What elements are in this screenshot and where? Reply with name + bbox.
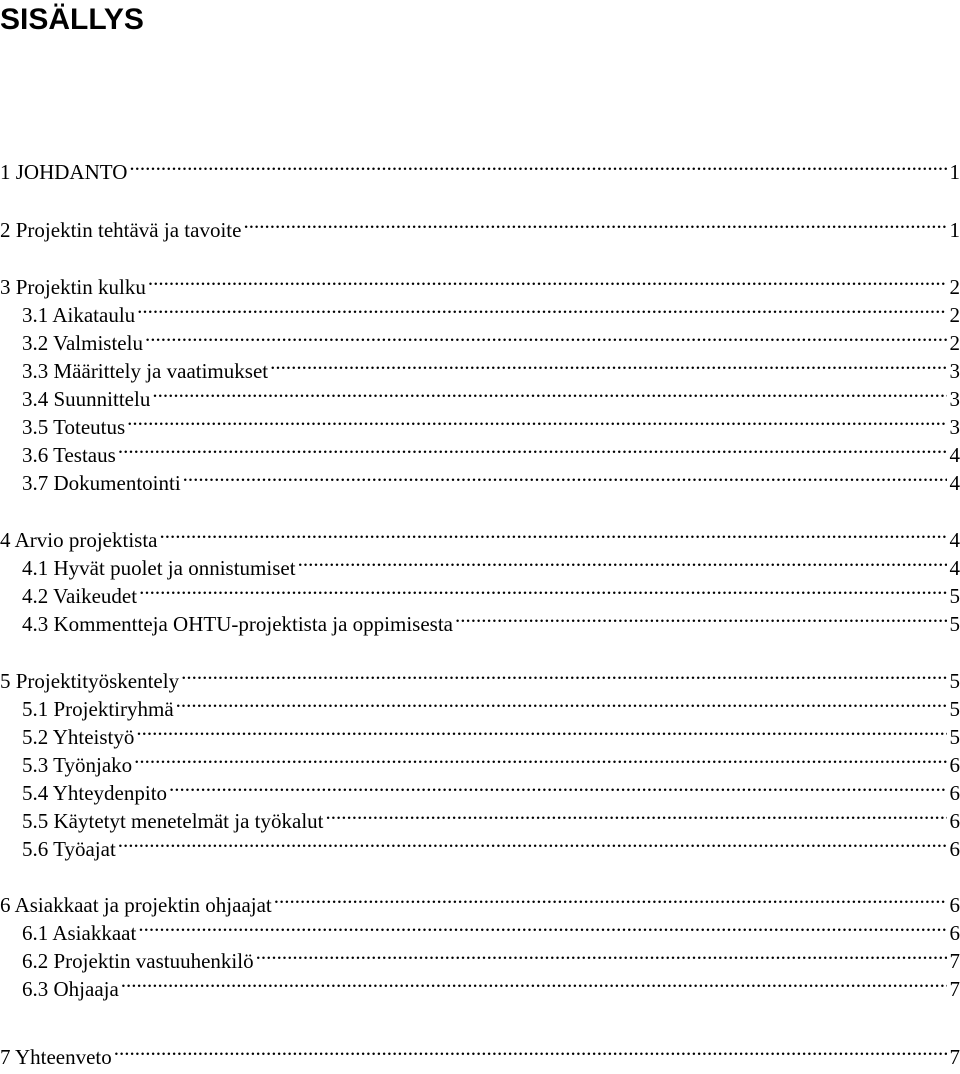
toc-entry-page: 7 xyxy=(949,977,960,1001)
toc-entry-page: 4 xyxy=(949,528,960,552)
dot-leader xyxy=(148,266,947,294)
toc-entry-page: 3 xyxy=(949,359,960,383)
toc-entry-page: 2 xyxy=(949,303,960,327)
toc-entry-label: 4.1 Hyvät puolet ja onnistumiset xyxy=(22,556,296,580)
toc-entry-3[interactable] xyxy=(0,266,960,299)
toc-entry-5-3[interactable] xyxy=(0,744,960,777)
dot-leader xyxy=(121,968,947,996)
toc-entry-label: 3.1 Aikataulu xyxy=(22,303,136,327)
toc-entry-5-2[interactable] xyxy=(0,716,960,749)
dot-leader xyxy=(118,434,947,462)
toc-entry-page: 5 xyxy=(949,584,960,608)
toc-entry-label: 6.3 Ohjaaja xyxy=(22,977,119,1001)
toc-entry-label: 7 Yhteenveto xyxy=(0,1045,112,1069)
toc-entry-5-4[interactable] xyxy=(0,772,960,805)
toc-entry-6-3[interactable] xyxy=(0,968,960,1001)
dot-leader xyxy=(114,1036,947,1064)
toc-entry-page: 1 xyxy=(949,218,960,242)
toc-entry-2[interactable] xyxy=(0,209,960,242)
dot-leader xyxy=(138,912,947,940)
toc-entry-page: 5 xyxy=(949,697,960,721)
toc-entry-label: 4.2 Vaikeudet xyxy=(22,584,138,608)
toc-entry-3-7[interactable] xyxy=(0,462,960,495)
toc-entry-label: 3.4 Suunnittelu xyxy=(22,387,151,411)
toc-entry-label: 5.6 Työajat xyxy=(22,837,116,861)
dot-leader xyxy=(270,350,947,378)
dot-leader xyxy=(145,322,947,350)
dot-leader xyxy=(152,378,947,406)
toc-entry-label: 6 Asiakkaat ja projektin ohjaajat xyxy=(0,893,272,917)
toc-entry-3-3[interactable] xyxy=(0,350,960,383)
dot-leader xyxy=(298,547,947,575)
toc-entry-label: 3.6 Testaus xyxy=(22,443,116,467)
toc-entry-label: 3.2 Valmistelu xyxy=(22,331,143,355)
dot-leader xyxy=(274,884,947,912)
toc-entry-label: 4.3 Kommentteja OHTU-projektista ja oppimisesta xyxy=(22,612,453,636)
toc-entry-page: 6 xyxy=(949,781,960,805)
toc-entry-page: 4 xyxy=(949,443,960,467)
toc-entry-label: 3.5 Toteutus xyxy=(22,415,126,439)
toc-entry-page: 3 xyxy=(949,415,960,439)
toc-entry-page: 5 xyxy=(949,725,960,749)
toc-entry-3-1[interactable] xyxy=(0,294,960,327)
toc-entry-3-5[interactable] xyxy=(0,406,960,439)
toc-entry-label: 6.1 Asiakkaat xyxy=(22,921,137,945)
toc-entry-4-2[interactable] xyxy=(0,575,960,608)
page-title: SISÄLLYS xyxy=(0,3,144,36)
toc-entry-4[interactable] xyxy=(0,519,960,552)
toc-entry-label: 1 JOHDANTO xyxy=(0,160,128,184)
toc-entry-label: 3.7 Dokumentointi xyxy=(22,471,181,495)
toc-entry-page: 5 xyxy=(949,612,960,636)
dot-leader xyxy=(137,294,947,322)
toc-entry-5-6[interactable] xyxy=(0,828,960,861)
dot-leader xyxy=(455,603,947,631)
dot-leader xyxy=(243,209,947,237)
toc-entry-page: 2 xyxy=(949,275,960,299)
toc-entry-label: 4 Arvio projektista xyxy=(0,528,158,552)
toc-entry-page: 5 xyxy=(949,669,960,693)
toc-entry-label: 5 Projektityöskentely xyxy=(0,669,180,693)
toc-entry-page: 6 xyxy=(949,893,960,917)
toc-entry-5-1[interactable] xyxy=(0,688,960,721)
toc-entry-label: 5.2 Yhteistyö xyxy=(22,725,135,749)
toc-entry-label: 5.3 Työnjako xyxy=(22,753,133,777)
toc-entry-page: 6 xyxy=(949,809,960,833)
toc-entry-label: 5.4 Yhteydenpito xyxy=(22,781,168,805)
toc-entry-page: 4 xyxy=(949,471,960,495)
dot-leader xyxy=(183,462,947,490)
toc-entry-6-1[interactable] xyxy=(0,912,960,945)
dot-leader xyxy=(139,575,947,603)
toc-entry-1[interactable] xyxy=(0,151,960,184)
toc-entry-5-5[interactable] xyxy=(0,800,960,833)
toc-entry-label: 5.1 Projektiryhmä xyxy=(22,697,174,721)
dot-leader xyxy=(176,688,947,716)
toc-entry-5[interactable] xyxy=(0,660,960,693)
dot-leader xyxy=(181,660,947,688)
dot-leader xyxy=(129,151,947,179)
dot-leader xyxy=(256,940,947,968)
toc-entry-page: 7 xyxy=(949,1045,960,1069)
toc-entry-3-4[interactable] xyxy=(0,378,960,411)
toc-entry-label: 3.3 Määrittely ja vaatimukset xyxy=(22,359,269,383)
toc-entry-page: 7 xyxy=(949,949,960,973)
toc-entry-6[interactable] xyxy=(0,884,960,917)
toc-entry-7[interactable] xyxy=(0,1036,960,1069)
toc-entry-page: 3 xyxy=(949,387,960,411)
toc-entry-3-6[interactable] xyxy=(0,434,960,467)
toc-entry-6-2[interactable] xyxy=(0,940,960,973)
dot-leader xyxy=(326,800,948,828)
toc-entry-label: 5.5 Käytetyt menetelmät ja työkalut xyxy=(22,809,324,833)
dot-leader xyxy=(159,519,947,547)
dot-leader xyxy=(127,406,947,434)
toc-entry-page: 1 xyxy=(949,160,960,184)
dot-leader xyxy=(134,744,947,772)
toc-entry-page: 6 xyxy=(949,753,960,777)
toc-entry-page: 6 xyxy=(949,837,960,861)
dot-leader xyxy=(118,828,947,856)
toc-entry-4-3[interactable] xyxy=(0,603,960,636)
toc-entry-page: 2 xyxy=(949,331,960,355)
dot-leader xyxy=(136,716,947,744)
toc-entry-page: 6 xyxy=(949,921,960,945)
toc-entry-label: 6.2 Projektin vastuuhenkilö xyxy=(22,949,254,973)
dot-leader xyxy=(169,772,947,800)
toc-entry-3-2[interactable] xyxy=(0,322,960,355)
toc-entry-label: 2 Projektin tehtävä ja tavoite xyxy=(0,218,242,242)
toc-entry-label: 3 Projektin kulku xyxy=(0,275,146,299)
toc-entry-page: 4 xyxy=(949,556,960,580)
toc-entry-4-1[interactable] xyxy=(0,547,960,580)
